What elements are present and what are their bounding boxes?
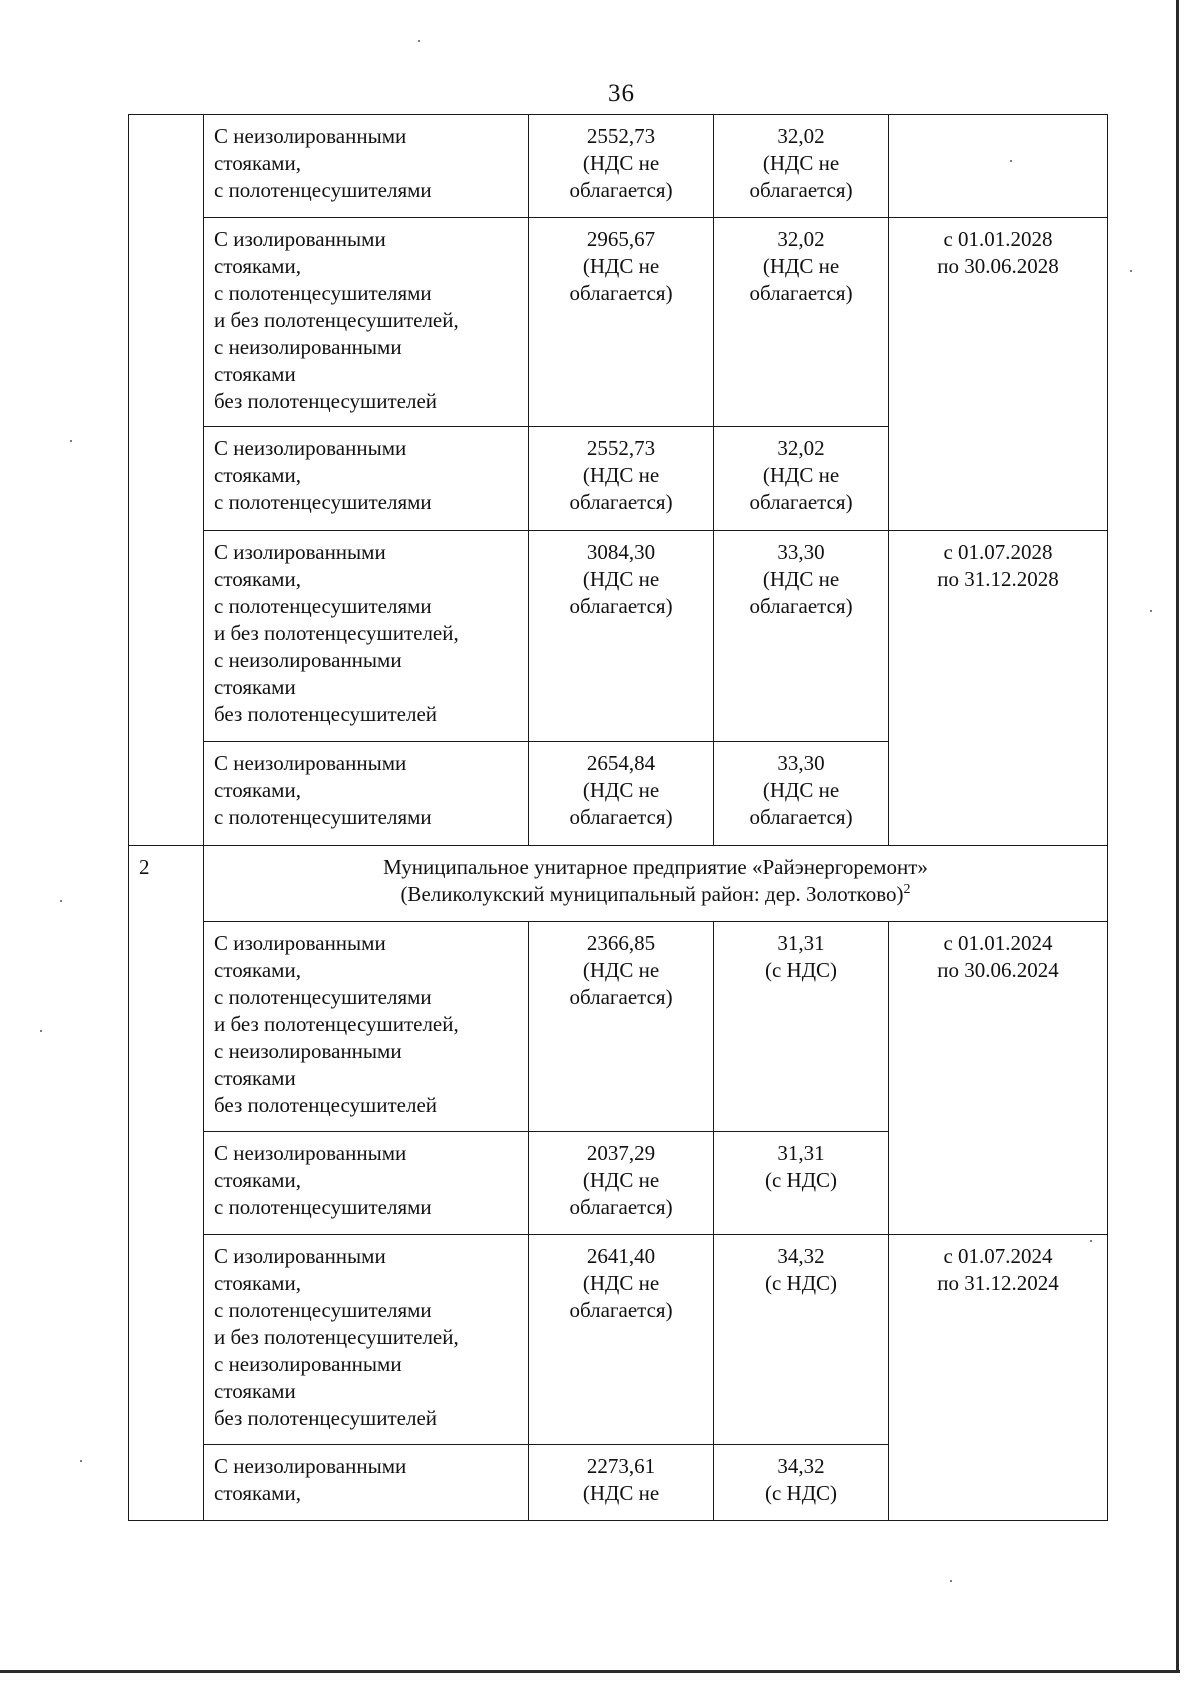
scan-edge-bottom: [0, 1670, 1180, 1673]
description-cell: С неизолированными стояками, с полотенцесушителями: [204, 115, 529, 218]
description-cell: С изолированными стояками, с полотенцесушителями и без полотенцесушителей, с неизолированными стояками без полотенцесушителей: [204, 218, 529, 427]
price-cell: 3084,30 (НДС не облагается): [529, 531, 714, 742]
table-row: [129, 115, 1108, 218]
rate-cell: 32,02 (НДС не облагается): [714, 115, 889, 218]
price-cell: 2037,29 (НДС не облагается): [529, 1132, 714, 1235]
table-row: [129, 1235, 1108, 1445]
period-cell: [889, 115, 1108, 218]
rate-cell: 32,02 (НДС не облагается): [714, 427, 889, 531]
table-row: [129, 531, 1108, 742]
table-row: [129, 218, 1108, 427]
scan-edge-right: [1176, 0, 1179, 1672]
rate-cell: 34,32 (с НДС): [714, 1445, 889, 1521]
org-header-row: [129, 846, 1108, 922]
organization-name-cell: [204, 846, 1108, 922]
price-cell: 2366,85 (НДС не облагается): [529, 922, 714, 1132]
scan-speck: [80, 1460, 82, 1462]
description-cell: С изолированными стояками, с полотенцесушителями и без полотенцесушителей, с неизолированными стояками без полотенцесушителей: [204, 922, 529, 1132]
table-row: [129, 922, 1108, 1132]
price-cell: 2654,84 (НДС не облагается): [529, 742, 714, 846]
organization-location: (Великолукский муниципальный район: дер. Золотково)$^2$: [400, 882, 911, 906]
price-cell: 2552,73 (НДС не облагается): [529, 115, 714, 218]
scan-speck: [1150, 610, 1152, 612]
period-cell: с 01.07.2028 по 31.12.2028: [889, 531, 1108, 846]
rate-cell: 34,32 (с НДС): [714, 1235, 889, 1445]
scan-speck: [1130, 270, 1132, 272]
period-cell: с 01.01.2028 по 30.06.2028: [889, 218, 1108, 531]
description-cell: С неизолированными стояками, с полотенцесушителями: [204, 427, 529, 531]
description-cell: С неизолированными стояками, с полотенцесушителями: [204, 1132, 529, 1235]
price-cell: 2641,40 (НДС не облагается): [529, 1235, 714, 1445]
scan-speck: [1090, 1240, 1092, 1242]
tariff-table: [128, 114, 1108, 1521]
scan-speck: [70, 440, 72, 442]
organization-name: Муниципальное унитарное предприятие «Райэнергоремонт»: [383, 855, 928, 879]
scan-speck: [60, 900, 62, 902]
row-number-cell: [129, 115, 204, 846]
page-number: 36: [608, 80, 635, 107]
price-cell: 2552,73 (НДС не облагается): [529, 427, 714, 531]
scan-speck: [950, 1580, 952, 1582]
scan-speck: [418, 40, 420, 42]
period-cell: с 01.07.2024 по 31.12.2024: [889, 1235, 1108, 1521]
row-number-cell: 2: [129, 846, 204, 1521]
rate-cell: 31,31 (с НДС): [714, 922, 889, 1132]
rate-cell: 33,30 (НДС не облагается): [714, 531, 889, 742]
rate-cell: 31,31 (с НДС): [714, 1132, 889, 1235]
scan-speck: [40, 1030, 42, 1032]
description-cell: С изолированными стояками, с полотенцесушителями и без полотенцесушителей, с неизолированными стояками без полотенцесушителей: [204, 531, 529, 742]
period-cell: с 01.01.2024 по 30.06.2024: [889, 922, 1108, 1235]
rate-cell: 32,02 (НДС не облагается): [714, 218, 889, 427]
rate-cell: 33,30 (НДС не облагается): [714, 742, 889, 846]
description-cell: С неизолированными стояками,: [204, 1445, 529, 1521]
description-cell: С изолированными стояками, с полотенцесушителями и без полотенцесушителей, с неизолированными стояками без полотенцесушителей: [204, 1235, 529, 1445]
price-cell: 2965,67 (НДС не облагается): [529, 218, 714, 427]
scan-speck: [1010, 160, 1012, 162]
footnote-marker: 2: [903, 882, 911, 897]
description-cell: С неизолированными стояками, с полотенцесушителями: [204, 742, 529, 846]
price-cell: 2273,61 (НДС не: [529, 1445, 714, 1521]
